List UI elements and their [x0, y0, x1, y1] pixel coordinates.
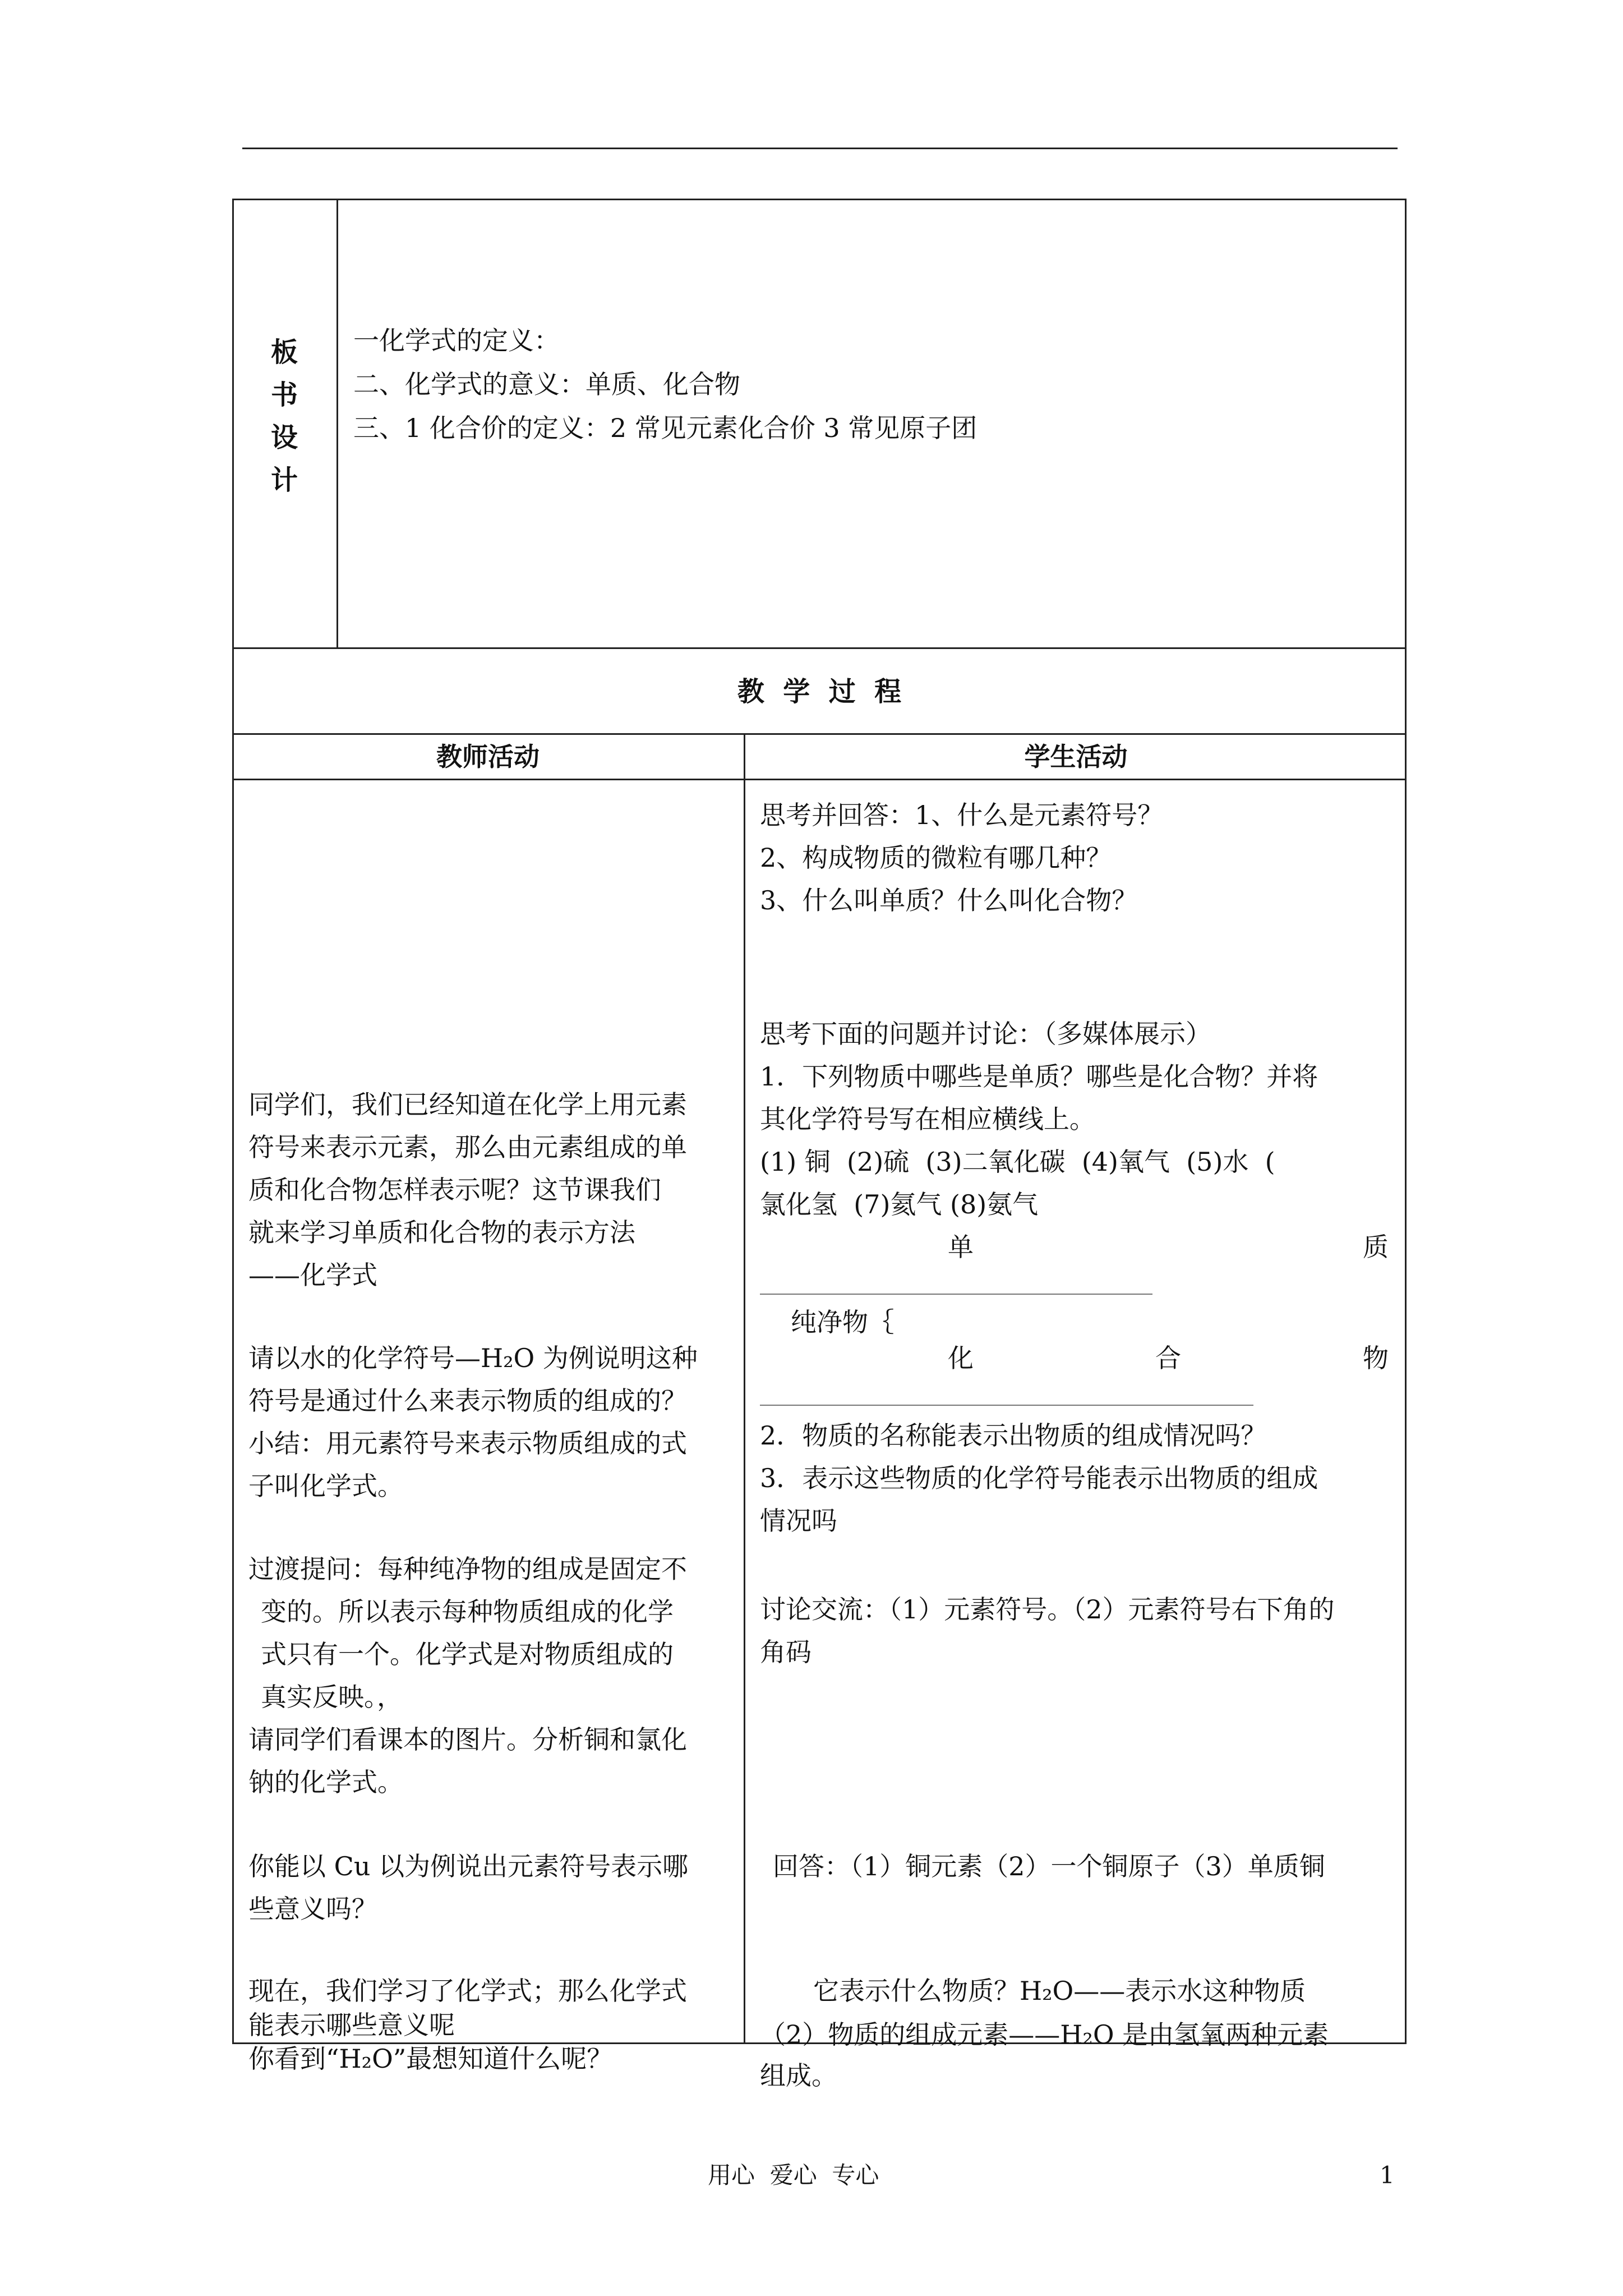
student-items-2: 氯化氢 (7)氦气 (8)氨气	[760, 1189, 1039, 1220]
student-hua: 化	[948, 1343, 974, 1373]
board-label-char: 计	[270, 464, 298, 496]
student-wu: 物	[1363, 1343, 1389, 1373]
student-answer: 回答：（1）铜元素（2）一个铜原子（3）单质铜	[773, 1851, 1325, 1881]
row-divider-1	[232, 647, 1407, 649]
teacher-transition-5: 请同学们看课本的图片。分析铜和氯化	[248, 1724, 687, 1755]
column-divider	[744, 733, 745, 2044]
teacher-cu-2: 些意义吗？	[248, 1894, 377, 1924]
teacher-intro-3: 质和化合物怎样表示呢？这节课我们	[248, 1175, 661, 1205]
teacher-water-1: 请以水的化学符号—H₂O 为例说明这种	[248, 1343, 698, 1373]
teacher-intro-4: 就来学习单质和化合物的表示方法	[248, 1217, 635, 1248]
teacher-transition-3: 式只有一个。化学式是对物质组成的	[261, 1639, 674, 1669]
teacher-transition-4: 真实反映。，	[261, 1682, 403, 1712]
board-divider	[336, 199, 338, 648]
teacher-transition-6: 钠的化学式。	[248, 1767, 403, 1797]
student-think-2: 2、构成物质的微粒有哪几种？	[760, 843, 1112, 873]
board-label-char: 板	[270, 337, 298, 368]
page-number: 1	[1380, 2161, 1395, 2189]
teacher-column-header: 教师活动	[436, 742, 540, 772]
board-line-1: 一化学式的定义：	[353, 325, 560, 356]
teacher-intro-1: 同学们，我们已经知道在化学上用元素	[248, 1089, 687, 1120]
footer-motto: 用心 爱心 专心	[708, 2161, 879, 2189]
student-what-1: 它表示什么物质？H₂O——表示水这种物质	[813, 1976, 1306, 2006]
board-label-char: 书	[270, 379, 298, 411]
student-discuss-1: 思考下面的问题并讨论：（多媒体展示）	[760, 1019, 1211, 1049]
student-discuss-2: 1．下列物质中哪些是单质？哪些是化合物？并将	[760, 1061, 1318, 1092]
student-column-header: 学生活动	[1024, 742, 1128, 772]
teacher-transition-2: 变的。所以表示每种物质组成的化学	[261, 1596, 674, 1627]
teacher-cu-1: 你能以 Cu 以为例说出元素符号表示哪	[248, 1851, 689, 1881]
student-think-1: 思考并回答：1、什么是元素符号？	[760, 800, 1164, 830]
teacher-water-3: 小结：用元素符号来表示物质组成的式	[248, 1428, 687, 1458]
row-divider-2	[232, 733, 1407, 735]
teacher-intro-5: ——化学式	[248, 1260, 377, 1290]
student-items-1: (1) 铜 (2)硫 (3)二氧化碳 (4)氧气 (5)水 (	[760, 1147, 1275, 1177]
teacher-now-3: 你看到“H₂O”最想知道什么呢？	[248, 2044, 613, 2074]
student-dan: 单	[948, 1232, 974, 1262]
student-zhi: 质	[1363, 1232, 1389, 1262]
student-q3-1: 3．表示这些物质的化学符号能表示出物质的组成	[760, 1463, 1318, 1493]
header-rule	[242, 148, 1398, 149]
student-q3-2: 情况吗	[760, 1506, 837, 1536]
student-exchange-2: 角码	[760, 1637, 811, 1667]
student-what-3: 组成。	[760, 2060, 837, 2091]
teacher-transition-1: 过渡提问：每种纯净物的组成是固定不	[248, 1554, 687, 1584]
student-think-3: 3、什么叫单质？什么叫化合物？	[760, 885, 1138, 915]
teacher-water-2: 符号是通过什么来表示物质的组成的？	[248, 1386, 687, 1416]
teacher-now-2: 能表示哪些意义呢	[248, 2010, 455, 2040]
board-design-label	[232, 331, 336, 501]
board-label-char: 设	[270, 422, 298, 453]
student-he: 合	[1155, 1343, 1181, 1373]
board-line-2: 二、化学式的意义：单质、化合物	[353, 369, 740, 399]
row-divider-3	[232, 779, 1407, 780]
student-pure: 纯净物｛	[791, 1307, 894, 1337]
student-what-2: （2）物质的组成元素——H₂O 是由氢氧两种元素	[760, 2019, 1329, 2050]
teacher-water-4: 子叫化学式。	[248, 1471, 403, 1501]
blank-line-simple	[760, 1294, 1152, 1295]
student-q2: 2．物质的名称能表示出物质的组成情况吗？	[760, 1420, 1267, 1451]
process-title: 教 学 过 程	[737, 676, 902, 707]
blank-line-compound	[760, 1405, 1253, 1406]
teacher-intro-2: 符号来表示元素，那么由元素组成的单	[248, 1132, 687, 1162]
teacher-now-1: 现在，我们学习了化学式；那么化学式	[248, 1976, 687, 2006]
board-line-3: 三、1 化合价的定义：2 常见元素化合价 3 常见原子团	[353, 413, 978, 443]
student-exchange-1: 讨论交流：（1）元素符号。（2）元素符号右下角的	[760, 1594, 1335, 1625]
student-discuss-3: 其化学符号写在相应横线上。	[760, 1104, 1095, 1134]
